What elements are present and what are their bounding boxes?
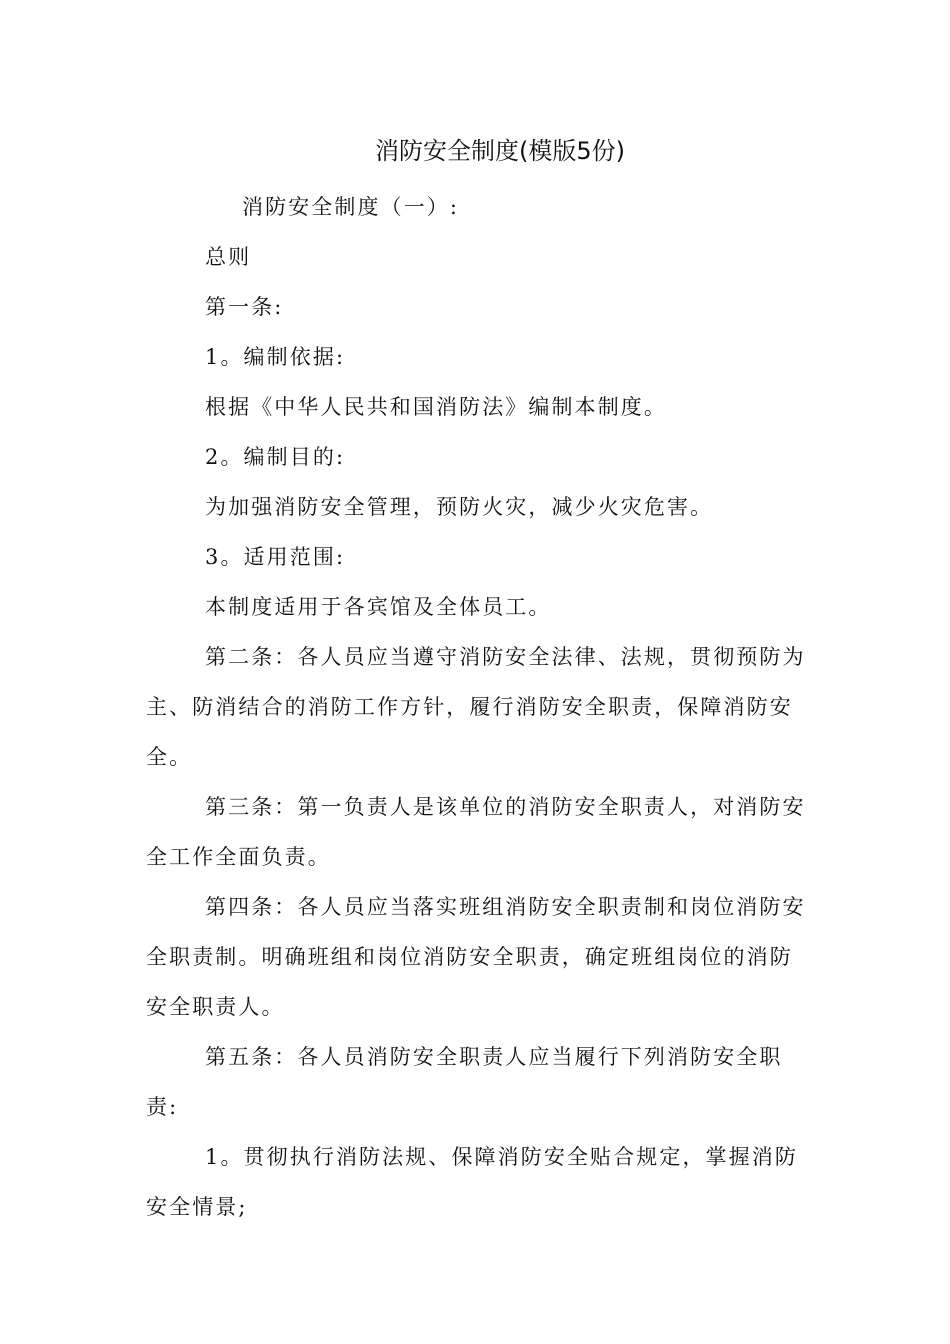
document-title: 消防安全制度(模版5份) <box>375 137 625 165</box>
paragraph-item: 为加强消防安全管理，预防火灾，减少火灾危害。 <box>205 495 714 519</box>
paragraph-article-2: 第二条：各人员应当遵守消防安全法律、法规，贯彻预防为主、防消结合的消防工作方针，履行消防安全职责，保障消防安全。 <box>146 645 806 769</box>
paragraph-item: 3。适用范围: <box>205 545 346 569</box>
paragraph-article-5: 第五条：各人员消防安全职责人应当履行下列消防安全职责: <box>146 1045 783 1119</box>
paragraph-general: 总则 <box>205 245 252 269</box>
paragraph-item: 1。编制依据: <box>205 345 346 369</box>
paragraph-item: 2。编制目的: <box>205 445 346 469</box>
document-body <box>146 182 806 1232</box>
paragraph-heading: 消防安全制度（一）: <box>242 195 460 219</box>
paragraph-article-4: 第四条：各人员应当落实班组消防安全职责制和岗位消防安全职责制。明确班组和岗位消防安全职责，确定班组岗位的消防安全职责人。 <box>146 895 806 1019</box>
paragraph-article-3: 第三条：第一负责人是该单位的消防安全职责人，对消防安全工作全面负责。 <box>146 795 806 869</box>
paragraph-item: 根据《中华人民共和国消防法》编制本制度。 <box>205 395 667 419</box>
paragraph-duty-1: 1。贯彻执行消防法规、保障消防安全贴合规定，掌握消防安全情景; <box>146 1145 798 1219</box>
paragraph-article-1: 第一条: <box>205 295 284 319</box>
paragraph-item: 本制度适用于各宾馆及全体员工。 <box>205 595 552 619</box>
